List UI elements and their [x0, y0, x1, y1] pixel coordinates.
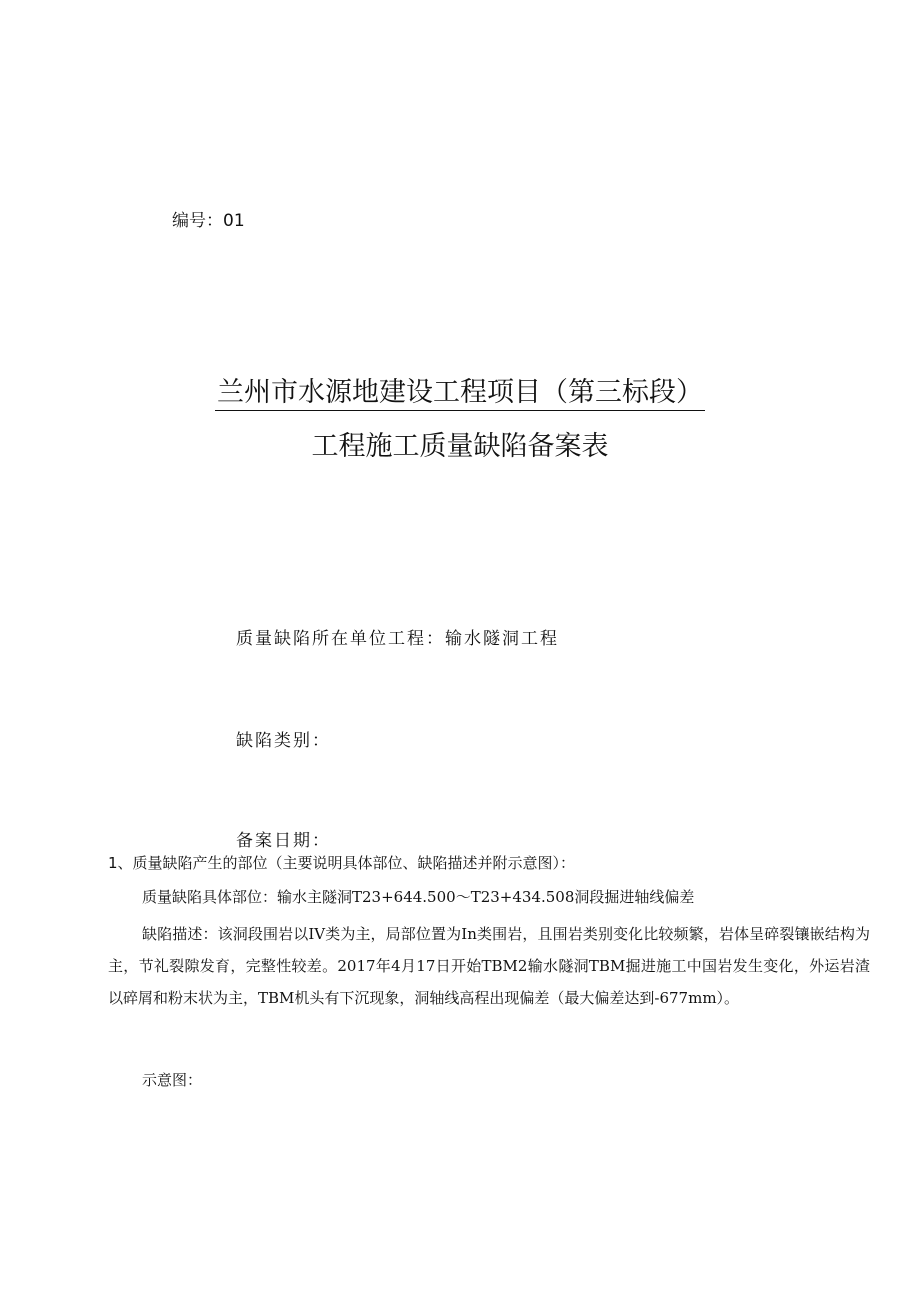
section-1-heading: 1、质量缺陷产生的部位（主要说明具体部位、缺陷描述并附示意图）： — [108, 854, 576, 872]
title-line1-text: 兰州市水源地建设工程项目（第三标段） — [215, 377, 705, 411]
defect-description-paragraph: 缺陷描述：该洞段围岩以IV类为主，局部位置为In类围岩，且围岩类别变化比较频繁，岩体呈碎裂镶嵌结构为主，节礼裂隙发育，完整性较差。2017年4月17日开始TBM2输水隧洞TBM掘进施工中国岩发生变化，外运岩渣以碎屑和粉末状为主，TBM机头有下沉现象，洞轴线高程出现偏差（最大偏差达到-677mm）。 — [108, 925, 870, 1007]
defect-location-paragraph: 质量缺陷具体部位：输水主隧洞T23+644.500～T23+434.508洞段掘进轴线偏差 — [142, 888, 695, 906]
document-title-line1 — [0, 370, 920, 409]
defect-category-field: 缺陷类别： — [236, 731, 331, 751]
document-title-line2: 工程施工质量缺陷备案表 — [311, 431, 609, 462]
document-number: 编号：01 — [172, 211, 245, 231]
unit-project-field: 质量缺陷所在单位工程：输水隧洞工程 — [236, 629, 559, 649]
diagram-label: 示意图： — [142, 1071, 203, 1089]
filing-date-field: 备案日期： — [236, 831, 331, 851]
